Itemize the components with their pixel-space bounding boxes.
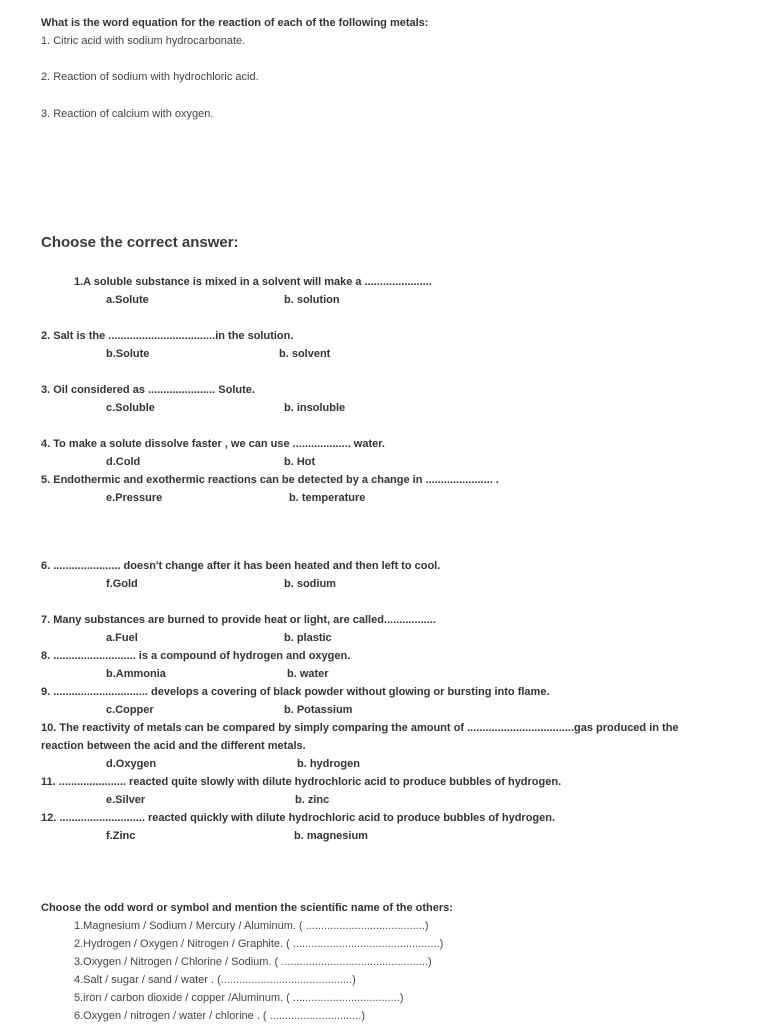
option-11b: b. zinc xyxy=(295,794,330,806)
odd-item-2: 2.Hydrogen / Oxygen / Nitrogen / Graphite. ( ................................................) xyxy=(74,938,444,950)
question-3: 3. Oil considered as ...................... Solute. xyxy=(41,384,255,396)
option-12a: f.Zinc xyxy=(106,830,136,842)
option-12b: b. magnesium xyxy=(294,830,368,842)
question-11: 11. ...................... reacted quite slowly with dilute hydrochloric acid to produce bubbles of hydrogen. xyxy=(41,776,562,788)
option-8a: b.Ammonia xyxy=(106,668,166,680)
option-4a: d.Cold xyxy=(106,456,141,468)
odd-item-3: 3.Oxygen / Nitrogen / Chlorine / Sodium. ( ................................................) xyxy=(74,956,432,968)
intro-item-3: 3. Reaction of calcium with oxygen. xyxy=(41,108,214,120)
option-4b: b. Hot xyxy=(284,456,316,468)
question-12: 12. ............................ reacted quickly with dilute hydrochloric acid to produce bubbles of hydrogen. xyxy=(41,812,556,824)
option-3b: b. insoluble xyxy=(284,402,346,414)
question-10-line-1: 10. The reactivity of metals can be compared by simply comparing the amount of ...................................gas produced in the xyxy=(41,722,679,734)
option-9b: b. Potassium xyxy=(284,704,353,716)
option-8b: b. water xyxy=(287,668,329,680)
odd-heading: Choose the odd word or symbol and mention the scientific name of the others: xyxy=(41,902,453,914)
option-1a: a.Solute xyxy=(106,294,149,306)
intro-title: What is the word equation for the reaction of each of the following metals: xyxy=(41,17,429,29)
question-5: 5. Endothermic and exothermic reactions can be detected by a change in ...................... . xyxy=(41,474,499,486)
mcq-heading: Choose the correct answer: xyxy=(41,234,239,251)
option-9a: c.Copper xyxy=(106,704,154,716)
odd-item-4: 4.Salt / sugar / sand / water . (...........................................) xyxy=(74,974,356,986)
odd-item-6: 6.Oxygen / nitrogen / water / chlorine . ( ..............................) xyxy=(74,1010,365,1022)
option-7a: a.Fuel xyxy=(106,632,138,644)
option-10a: d.Oxygen xyxy=(106,758,157,770)
odd-item-1: 1.Magnesium / Sodium / Mercury / Aluminum. ( .......................................) xyxy=(74,920,429,932)
question-4: 4. To make a solute dissolve faster , we can use ................... water. xyxy=(41,438,385,450)
option-10b: b. hydrogen xyxy=(297,758,360,770)
option-6b: b. sodium xyxy=(284,578,336,590)
option-2a: b.Solute xyxy=(106,348,150,360)
question-1: 1.A soluble substance is mixed in a solvent will make a ...................... xyxy=(74,276,432,288)
intro-item-2: 2. Reaction of sodium with hydrochloric acid. xyxy=(41,71,259,83)
question-2: 2. Salt is the ...................................in the solution. xyxy=(41,330,294,342)
intro-item-1: 1. Citric acid with sodium hydrocarbonate. xyxy=(41,35,246,47)
option-5a: e.Pressure xyxy=(106,492,163,504)
question-6: 6. ...................... doesn't change after it has been heated and then left to cool. xyxy=(41,560,441,572)
option-3a: c.Soluble xyxy=(106,402,155,414)
option-1b: b. solution xyxy=(284,294,340,306)
option-2b: b. solvent xyxy=(279,348,331,360)
question-7: 7. Many substances are burned to provide heat or light, are called................. xyxy=(41,614,436,626)
question-8: 8. ........................... is a compound of hydrogen and oxygen. xyxy=(41,650,351,662)
option-7b: b. plastic xyxy=(284,632,332,644)
option-6a: f.Gold xyxy=(106,578,138,590)
option-11a: e.Silver xyxy=(106,794,146,806)
odd-item-5: 5.iron / carbon dioxide / copper /Aluminum. ( ...................................) xyxy=(74,992,404,1004)
question-10-line-2: reaction between the acid and the different metals. xyxy=(41,740,306,752)
option-5b: b. temperature xyxy=(289,492,366,504)
question-9: 9. ............................... develops a covering of black powder without glowing or bursting into flame. xyxy=(41,686,550,698)
